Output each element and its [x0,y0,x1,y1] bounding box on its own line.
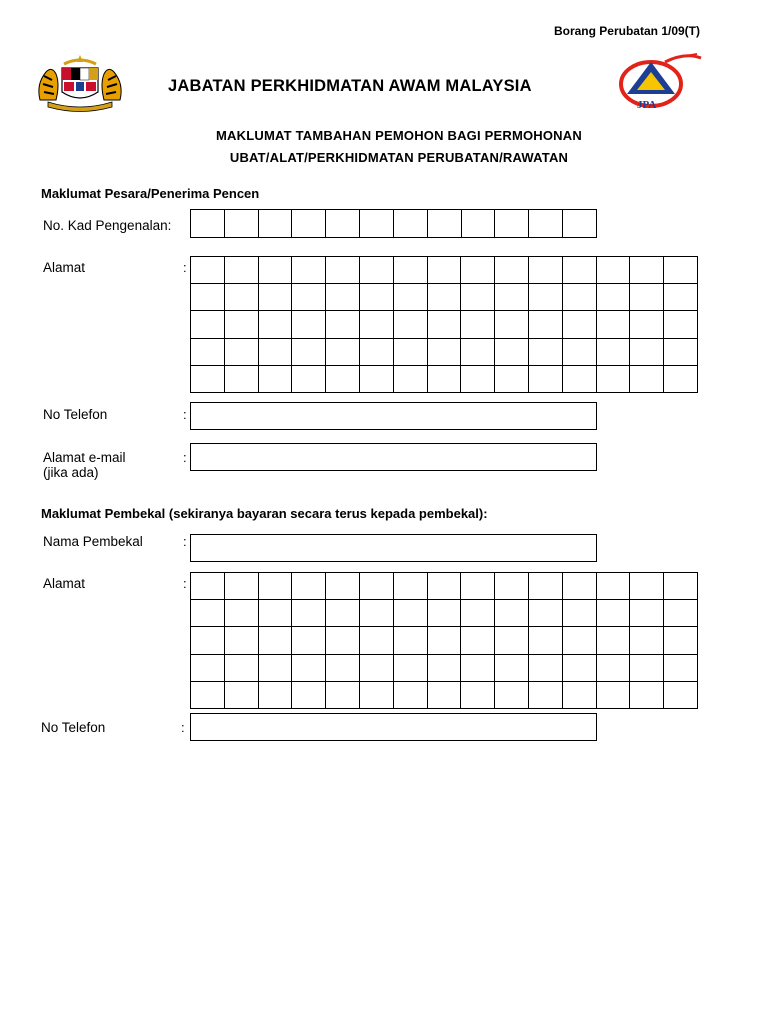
address-char-box[interactable] [630,654,664,681]
colon: : [181,720,185,735]
address-char-box[interactable] [359,573,393,600]
section-heading-supplier: Maklumat Pembekal (sekiranya bayaran secara terus kepada pembekal): [41,506,488,521]
address-char-box[interactable] [393,365,427,392]
address-char-box[interactable] [191,257,225,284]
address-char-box[interactable] [495,338,529,365]
address-char-box[interactable] [495,573,529,600]
address-char-box[interactable] [224,284,258,311]
supplier-address-boxes[interactable] [190,572,698,709]
address-char-box[interactable] [359,257,393,284]
address-char-box[interactable] [495,600,529,627]
address-char-box[interactable] [495,681,529,708]
address-char-box[interactable] [528,681,562,708]
address-char-box[interactable] [427,257,461,284]
supplier-address-label: Alamat [43,576,86,591]
address-char-box[interactable] [292,338,326,365]
address-char-box[interactable] [562,311,596,338]
ic-digit-box[interactable] [258,210,292,238]
ic-number-label: No. Kad Pengenalan: [43,218,172,233]
ic-digit-box[interactable] [191,210,225,238]
address-char-box[interactable] [664,681,698,708]
ic-digit-box[interactable] [360,210,394,238]
address-char-box[interactable] [630,338,664,365]
address-char-box[interactable] [461,284,495,311]
address-char-box[interactable] [326,257,360,284]
address-char-box[interactable] [326,627,360,654]
section-heading-pensioner: Maklumat Pesara/Penerima Pencen [41,186,260,201]
address-char-box[interactable] [326,654,360,681]
address-char-box[interactable] [664,573,698,600]
ic-digit-box[interactable] [393,210,427,238]
address-char-box[interactable] [427,573,461,600]
address-char-box[interactable] [326,365,360,392]
address-char-box[interactable] [258,573,292,600]
address-char-box[interactable] [664,627,698,654]
colon: : [183,450,187,465]
address-char-box[interactable] [630,284,664,311]
address-char-box[interactable] [292,654,326,681]
colon: : [183,260,187,275]
address-char-box[interactable] [359,311,393,338]
address-char-box[interactable] [562,681,596,708]
address-char-box[interactable] [596,627,630,654]
ic-digit-box[interactable] [326,210,360,238]
address-char-box[interactable] [359,654,393,681]
ic-digit-box[interactable] [495,210,529,238]
address-char-box[interactable] [292,681,326,708]
address-char-box[interactable] [359,681,393,708]
address-char-box[interactable] [292,573,326,600]
address-char-box[interactable] [326,681,360,708]
address-char-box[interactable] [393,627,427,654]
address-char-box[interactable] [562,338,596,365]
address-char-box[interactable] [427,365,461,392]
colon: : [183,407,187,422]
address-char-box[interactable] [359,600,393,627]
jpa-logo-text: JPA [637,99,657,111]
address-char-box[interactable] [596,257,630,284]
address-char-box[interactable] [224,311,258,338]
ic-digit-box[interactable] [427,210,461,238]
address-char-box[interactable] [596,681,630,708]
address-char-box[interactable] [258,600,292,627]
ic-digit-box[interactable] [529,210,563,238]
address-char-box[interactable] [664,257,698,284]
address-char-box[interactable] [393,284,427,311]
address-char-box[interactable] [495,311,529,338]
address-char-box[interactable] [427,311,461,338]
address-char-box[interactable] [393,681,427,708]
email-label-line1: Alamat e-mail [43,450,126,465]
address-char-box[interactable] [596,284,630,311]
email-label-line2: (jika ada) [43,465,99,480]
address-char-box[interactable] [596,338,630,365]
address-char-box[interactable] [461,681,495,708]
address-char-box[interactable] [326,600,360,627]
address-char-box[interactable] [461,654,495,681]
address-char-box[interactable] [359,627,393,654]
supplier-name-field[interactable] [190,534,597,562]
address-char-box[interactable] [191,365,225,392]
address-char-box[interactable] [461,257,495,284]
address-char-box[interactable] [191,627,225,654]
address-char-box[interactable] [191,573,225,600]
address-char-box[interactable] [427,654,461,681]
address-char-box[interactable] [630,257,664,284]
address-char-box[interactable] [191,681,225,708]
pensioner-address-boxes[interactable] [190,256,698,393]
address-char-box[interactable] [393,573,427,600]
address-char-box[interactable] [258,681,292,708]
address-char-box[interactable] [258,627,292,654]
address-char-box[interactable] [326,284,360,311]
address-char-box[interactable] [224,365,258,392]
address-char-box[interactable] [191,338,225,365]
address-char-box[interactable] [664,654,698,681]
address-char-box[interactable] [495,627,529,654]
supplier-name-label: Nama Pembekal [43,534,143,549]
ic-digit-box[interactable] [461,210,495,238]
address-char-box[interactable] [461,627,495,654]
pensioner-phone-label: No Telefon [43,407,108,422]
address-char-box[interactable] [258,654,292,681]
address-char-box[interactable] [393,338,427,365]
ic-digit-box[interactable] [292,210,326,238]
address-char-box[interactable] [292,284,326,311]
address-char-box[interactable] [664,365,698,392]
address-char-box[interactable] [528,600,562,627]
address-char-box[interactable] [292,365,326,392]
address-char-box[interactable] [528,284,562,311]
address-char-box[interactable] [461,573,495,600]
ic-number-boxes[interactable] [190,209,597,238]
address-char-box[interactable] [359,338,393,365]
address-char-box[interactable] [292,600,326,627]
coat-of-arms-logo [34,54,126,112]
address-char-box[interactable] [326,338,360,365]
jpa-logo [615,52,705,112]
address-char-box[interactable] [224,600,258,627]
address-char-box[interactable] [562,627,596,654]
address-char-box[interactable] [495,365,529,392]
address-char-box[interactable] [562,284,596,311]
form-title-line1: MAKLUMAT TAMBAHAN PEMOHON BAGI PERMOHONAN [216,128,582,143]
address-char-box[interactable] [258,338,292,365]
address-char-box[interactable] [630,311,664,338]
address-char-box[interactable] [292,311,326,338]
address-char-box[interactable] [224,573,258,600]
address-char-box[interactable] [258,284,292,311]
address-char-box[interactable] [461,338,495,365]
address-char-box[interactable] [596,654,630,681]
address-char-box[interactable] [562,257,596,284]
address-char-box[interactable] [427,600,461,627]
address-char-box[interactable] [359,365,393,392]
address-char-box[interactable] [191,311,225,338]
address-char-box[interactable] [596,600,630,627]
address-char-box[interactable] [427,284,461,311]
address-char-box[interactable] [528,338,562,365]
supplier-phone-label: No Telefon [41,720,106,735]
address-char-box[interactable] [258,365,292,392]
address-char-box[interactable] [664,338,698,365]
address-char-box[interactable] [292,257,326,284]
address-char-box[interactable] [224,627,258,654]
address-char-box[interactable] [258,311,292,338]
form-code: Borang Perubatan 1/09(T) [553,24,700,38]
address-char-box[interactable] [258,257,292,284]
address-char-box[interactable] [495,284,529,311]
address-char-box[interactable] [664,311,698,338]
supplier-phone-field[interactable] [190,713,597,741]
address-char-box[interactable] [528,365,562,392]
address-char-box[interactable] [224,257,258,284]
address-char-box[interactable] [461,365,495,392]
address-char-box[interactable] [630,600,664,627]
organization-title: JABATAN PERKHIDMATAN AWAM MALAYSIA [168,77,532,95]
address-char-box[interactable] [461,311,495,338]
address-char-box[interactable] [630,365,664,392]
ic-digit-box[interactable] [224,210,258,238]
address-char-box[interactable] [359,284,393,311]
address-char-box[interactable] [528,627,562,654]
address-char-box[interactable] [495,257,529,284]
address-char-box[interactable] [427,338,461,365]
email-label [43,450,126,480]
pensioner-phone-field[interactable] [190,402,597,430]
address-char-box[interactable] [562,654,596,681]
address-char-box[interactable] [528,257,562,284]
address-char-box[interactable] [495,654,529,681]
address-char-box[interactable] [528,573,562,600]
address-char-box[interactable] [191,600,225,627]
address-char-box[interactable] [326,311,360,338]
address-char-box[interactable] [393,311,427,338]
address-char-box[interactable] [596,311,630,338]
address-char-box[interactable] [596,573,630,600]
address-char-box[interactable] [326,573,360,600]
address-char-box[interactable] [461,600,495,627]
address-char-box[interactable] [664,600,698,627]
address-char-box[interactable] [630,627,664,654]
colon: : [183,534,187,549]
address-char-box[interactable] [191,654,225,681]
address-char-box[interactable] [528,311,562,338]
address-char-box[interactable] [596,365,630,392]
address-char-box[interactable] [630,573,664,600]
address-char-box[interactable] [664,284,698,311]
address-char-box[interactable] [562,600,596,627]
address-char-box[interactable] [562,573,596,600]
email-field[interactable] [190,443,597,471]
address-char-box[interactable] [224,338,258,365]
address-char-box[interactable] [562,365,596,392]
address-char-box[interactable] [630,681,664,708]
address-char-box[interactable] [191,284,225,311]
address-char-box[interactable] [393,654,427,681]
address-char-box[interactable] [393,257,427,284]
address-char-box[interactable] [427,681,461,708]
colon: : [183,576,187,591]
ic-digit-box[interactable] [563,210,597,238]
address-char-box[interactable] [427,627,461,654]
form-title-line2: UBAT/ALAT/PERKHIDMATAN PERUBATAN/RAWATAN [229,150,569,165]
address-char-box[interactable] [224,681,258,708]
address-char-box[interactable] [224,654,258,681]
pensioner-address-label: Alamat [43,260,86,275]
address-char-box[interactable] [292,627,326,654]
address-char-box[interactable] [528,654,562,681]
address-char-box[interactable] [393,600,427,627]
